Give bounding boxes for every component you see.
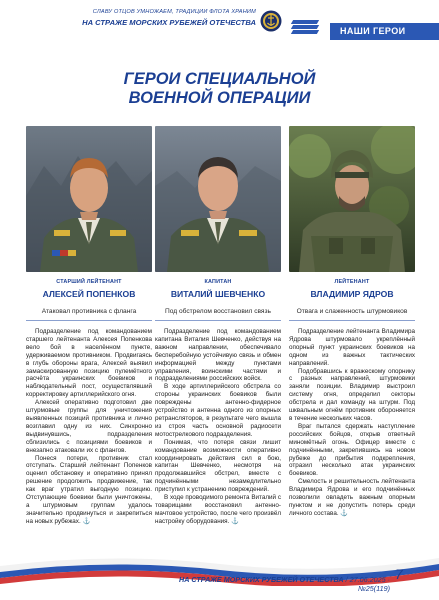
masthead: НА СТРАЖЕ МОРСКИХ РУБЕЖЕЙ ОТЕЧЕСТВА — [82, 18, 256, 27]
hero-caption: Атаковал противника с фланга — [26, 308, 152, 321]
hero-photo-2 — [155, 126, 281, 272]
hero-article-body — [289, 328, 415, 518]
article-paragraph: Подразделение под командованием капитана Виталия Шевченко, действуя на важном направлении, обеспечивало бесперебойную устойчивую связь и обмен информацией между пунктами управления, воинскими частями и подразделениями российских войск. — [155, 328, 281, 383]
article-paragraph: Смелость и решительность лейтенанта Владимира Ядрова и его подчинённых позволили овладеть важным опорным пунктом и не допустить потерь среди личного состава. ⚓ — [289, 478, 415, 517]
article-paragraph: Подразделение под командованием старшего лейтенанта Алексея Попенкова вело бой в населённом пункте, удерживаемом противником. Продвигаясь в глубь обороны врага, Алексей выявил замаскированную позицию пулемётного расчёта украинских боевиков и наблюдательный пост, осуществлявший корректировку артиллерийского огня. — [26, 328, 152, 399]
issue-info: / 27.06.2025 · №25(119) — [345, 575, 390, 593]
hero-article-body — [26, 328, 152, 526]
hero-rank: КАПИТАН — [204, 279, 232, 285]
hero-photo-1 — [26, 126, 152, 272]
footer-masthead: НА СТРАЖЕ МОРСКИХ РУБЕЖЕЙ ОТЕЧЕСТВА / 27.06.2025 · №25(119) — [179, 575, 390, 593]
page-title-line-1: ГЕРОИ СПЕЦИАЛЬНОЙ — [123, 70, 316, 88]
page-title-line-2: ВОЕННОЙ ОПЕРАЦИИ — [128, 89, 311, 107]
anchor-end-icon: ⚓ — [82, 517, 91, 525]
hero-caption: Отвага и слаженность штурмовиков — [289, 308, 415, 321]
hero-name: АЛЕКСЕЙ ПОПЕНКОВ — [42, 289, 136, 299]
naval-emblem-icon — [260, 10, 282, 32]
article-paragraph: Подразделение лейтенанта Владимира Ядрова штурмовало укреплённый опорный пункт украинских боевиков на одном из важных тактических направлений. — [289, 328, 415, 367]
anchor-end-icon: ⚓ — [231, 517, 239, 525]
hero-article-body — [155, 328, 281, 526]
section-label: НАШИ ГЕРОИ — [330, 23, 439, 40]
hero-caption: Под обстрелом восстановил связь — [155, 308, 281, 321]
decorative-stripes — [292, 20, 318, 34]
article-paragraph: В ходе артиллерийского обстрела со стороны украинских боевиков были повреждены антенно-фидерное устройство и антенна одного из опорных ретрансляторов, в результате чего вышла из строя часть основной радиосети мотострелкового подразделения. — [155, 383, 281, 438]
hero-photo-3 — [289, 126, 415, 272]
hero-rank: ЛЕЙТЕНАНТ — [334, 279, 370, 285]
hero-name: ВИТАЛИЙ ШЕВЧЕНКО — [170, 289, 266, 299]
article-paragraph: Алексей оперативно подготовил две штурмовые группы для уничтожения выявленных позиций противника и лично возглавил одну из них. Синхронно выдвинувшись, подразделения сблизились с позициями боевиков и внезапно атаковали их с флангов. — [26, 399, 152, 454]
article-paragraph: Понимая, что потеря связи лишит командование возможности оперативно координировать действия сил в бою, капитан Шевченко, несмотря на продолжавшийся обстрел, вместе с подчинёнными незамедлительно приступил к устранению повреждений. — [155, 438, 281, 494]
article-paragraph: Подобравшись к вражескому опорнику с разных направлений, штурмовики заняли позиции. Владимир выстроил систему огня, определил секторы обстрела и дал команду на штурм. Под шквальным огнём противник обороняется в течение нескольких часов. — [289, 367, 415, 422]
hero-rank: СТАРШИЙ ЛЕЙТЕНАНТ — [56, 279, 122, 285]
article-paragraph: Понеся потери, противник стал отступать. Старший лейтенант Попенков оценил обстановку и оперативно принял решение продолжить продвижение, так как враг утратил выгодную позицию. Отступающие боевики были уничтожены, а штурмовым группам удалось значительно продвинуться и закрепиться на новых рубежах. ⚓ — [26, 454, 152, 525]
hero-name: ВЛАДИМИР ЯДРОВ — [310, 289, 394, 299]
article-paragraph: Враг пытался сдержать наступление российских бойцов, открыв ответный миномётный огонь. Офицер вместе с подчинёнными, закрепившись на новом рубеже до прибытия подкрепления, отразил несколько атак украинских боевиков. — [289, 422, 415, 478]
page-header — [0, 0, 439, 44]
slogan: СЛАВУ ОТЦОВ УМНОЖАЕМ, ТРАДИЦИИ ФЛОТА ХРАНИМ — [92, 9, 256, 15]
anchor-end-icon: ⚓ — [340, 509, 349, 517]
page-number: 7 — [395, 566, 403, 582]
article-paragraph: В ходе проводимого ремонта Виталий с товарищами восстановил антенно-мачтовое устройство, после чего произвёл настройку оборудования. ⚓ — [155, 494, 281, 525]
